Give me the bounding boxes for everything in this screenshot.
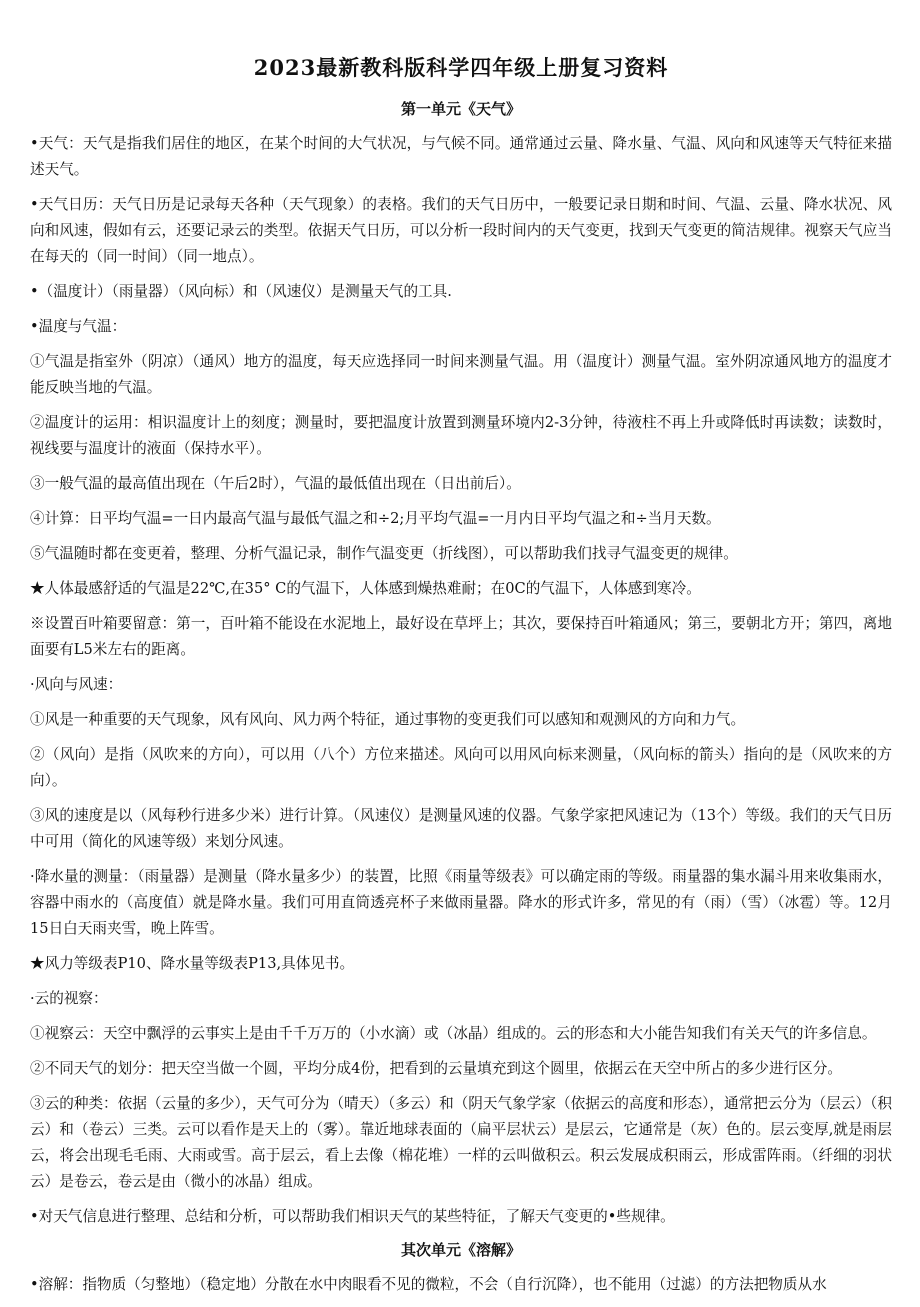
paragraph: •溶解：指物质（匀整地）（稳定地）分散在水中肉眼看不见的微粒，不会（自行沉降），也不能用（过滤）的方法把物质从水	[30, 1276, 827, 1293]
unit-1-heading: 第一单元《天气》	[400, 100, 521, 118]
paragraph: ·降水量的测量：（雨量器）是测量（降水量多少）的装置，比照《雨量等级表》可以确定雨的等级。雨量器的集水漏斗用来收集雨水，容器中雨水的（高度值）就是降水量。我们可用直筒透亮杯子来做雨量器。降水的形式许多，常见的有（雨）（雪）（冰雹）等。12月15日白天雨夹雪，晚上阵雪。	[30, 868, 892, 937]
paragraph: •温度与气温：	[30, 318, 127, 335]
paragraph: ①气温是指室外（阴凉）（通风）地方的温度，每天应选择同一时间来测量气温。用（温度计）测量气温。室外阴凉通风地方的温度才能反映当地的气温。	[30, 353, 892, 396]
paragraph: ②（风向）是指（风吹来的方向），可以用（八个）方位来描述。风向可以用风向标来测量，（风向标的箭头）指向的是（风吹来的方向）。	[30, 746, 892, 789]
paragraph: ②不同天气的划分：把天空当做一个圆，平均分成4份，把看到的云量填充到这个圆里，依据云在天空中所占的多少进行区分。	[30, 1060, 842, 1077]
paragraph: ①风是一种重要的天气现象，风有风向、风力两个特征，通过事物的变更我们可以感知和观测风的方向和力气。	[30, 711, 746, 728]
paragraph: ★风力等级表P10、降水量等级表P13,具体见书。	[30, 955, 355, 972]
paragraph: ·风向与风速：	[30, 676, 123, 693]
unit-2-heading: 其次单元《溶解》	[400, 1241, 521, 1259]
paragraph: ⑤气温随时都在变更着，整理、分析气温记录，制作气温变更（折线图），可以帮助我们找寻气温变更的规律。	[30, 545, 738, 562]
document-title: 2023最新教科版科学四年级上册复习资料	[253, 55, 669, 80]
paragraph: ④计算：日平均气温=一日内最高气温与最低气温之和÷2;月平均气温=一月内日平均气温之和÷当月天数。	[30, 510, 721, 527]
paragraph: ※设置百叶箱要留意：第一，百叶箱不能设在水泥地上，最好设在草坪上；其次，要保持百叶箱通风；第三，要朝北方开；第四，离地面要有L5米左右的距离。	[30, 615, 892, 658]
paragraph: •天气日历：天气日历是记录每天各种（天气现象）的表格。我们的天气日历中，一般要记录日期和时间、气温、云量、降水状况、风向和风速，假如有云，还要记录云的类型。依据天气日历，可以分析一段时间内的天气变更，找到天气变更的简洁规律。视察天气应当在每天的（同一时间）（同一地点）。	[30, 196, 892, 265]
paragraph: ①视察云：天空中飘浮的云事实上是由千千万万的（小水滴）或（冰晶）组成的。云的形态和大小能告知我们有关天气的许多信息。	[30, 1025, 877, 1042]
document-page	[30, 52, 892, 1307]
paragraph: ③一般气温的最高值出现在（午后2时），气温的最低值出现在（日出前后）。	[30, 475, 521, 492]
paragraph: •（温度计）（雨量器）（风向标）和（风速仪）是测量天气的工具.	[30, 283, 452, 300]
paragraph: •天气：天气是指我们居住的地区，在某个时间的大气状况，与气候不同。通常通过云量、降水量、气温、风向和风速等天气特征来描述天气。	[30, 135, 892, 178]
paragraph: ②温度计的运用：相识温度计上的刻度；测量时，要把温度计放置到测量环境内2-3分钟，待液柱不再上升或降低时再读数；读数时，视线要与温度计的液面（保持水平）。	[30, 414, 892, 457]
paragraph: •对天气信息进行整理、总结和分析，可以帮助我们相识天气的某些特征，了解天气变更的•些规律。	[30, 1208, 675, 1225]
paragraph: ★人体最感舒适的气温是22℃,在35° C的气温下，人体感到燥热难耐；在0C的气温下，人体感到寒冷。	[30, 580, 701, 597]
paragraph: ③风的速度是以（风每秒行进多少米）进行计算。（风速仪）是测量风速的仪器。气象学家把风速记为（13个）等级。我们的天气日历中可用（简化的风速等级）来划分风速。	[30, 807, 892, 850]
paragraph: ③云的种类：依据（云量的多少），天气可分为（晴天）（多云）和（阴天气象学家（依据云的高度和形态），通常把云分为（层云）（积云）和（卷云）三类。云可以看作是天上的（雾）。靠近地球表面的（扁平层状云）是层云，它通常是（灰）色的。层云变厚,就是雨层云，将会出现毛毛雨、大雨或雪。高于层云，看上去像（棉花堆）一样的云叫做积云。积云发展成积雨云，形成雷阵雨。（纤细的羽状云）是卷云，卷云是由（微小的冰晶）组成。	[30, 1095, 892, 1190]
paragraph: ·云的视察：	[30, 990, 108, 1007]
